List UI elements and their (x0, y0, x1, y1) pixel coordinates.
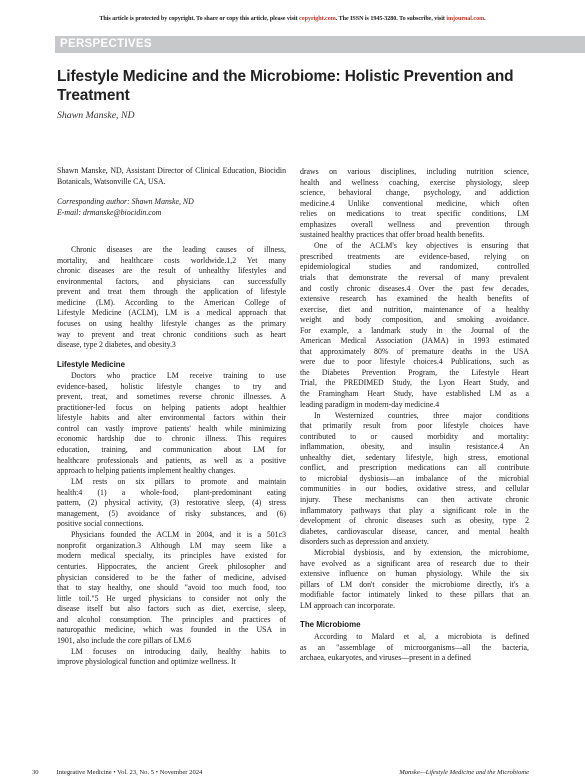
text-line: prevent, treat, and sometimes reverse chronic illnesses. A (57, 392, 286, 402)
text-line: to microbial dysbiosis—an imbalance of the microbial (300, 473, 529, 483)
continued-paragraph (300, 167, 529, 241)
page-number: 30 (32, 769, 39, 776)
text-line: education, training, and communication about LM for (57, 444, 286, 454)
text-line: that to stay healthy, one should "avoid too much food, too (57, 583, 286, 593)
text-line: mortality, and healthcare costs worldwide.1,2 Yet many (57, 255, 286, 265)
text-line: LM focuses on introducing daily, healthy habits to (71, 646, 286, 656)
text-line: extensive research has examined the health benefits of (300, 294, 529, 304)
text-line: naturopathic medicine, which was founded in the USA in (57, 625, 286, 635)
text-line: According to Malard et al, a microbiota is defined (314, 631, 529, 641)
text-line: sustained healthy practices that offer broad health benefits. (300, 230, 485, 240)
text-line: development of chronic diseases such as obesity, type 2 (300, 516, 529, 526)
text-line: prescribed treatments are evidence-based, relying on (300, 251, 529, 261)
text-line: and costly chronic diseases.4 Over the past few decades, (300, 283, 529, 293)
text-line: contributed to or caused morbidity and mortality: (300, 431, 529, 441)
text-line: epidemiological studies and randomized, controlled (300, 262, 529, 272)
dysbiosis-paragraph (300, 548, 529, 611)
copyright-end: . (484, 16, 486, 22)
lm-paragraph-4 (57, 647, 286, 668)
text-line: LM approach can incorporate. (300, 600, 395, 610)
text-line: focuses on using healthy lifestyle changes as the primary (57, 319, 286, 329)
text-line: Physicians founded the ACLM in 2004, and it is a 501c3 (71, 530, 286, 540)
text-line: archaea, eukaryotes, and viruses—present in a defined (300, 653, 471, 663)
lm-paragraph-3 (57, 530, 286, 646)
intro-paragraph (57, 245, 286, 350)
text-line: 1901, also include the core pillars of LM.6 (57, 635, 191, 645)
text-line: LM rests on six pillars to promote and maintain (71, 477, 286, 487)
copyright-text: This article is protected by copyright. To share or copy this article, please visit (99, 16, 299, 22)
copyright-link[interactable]: copyright.com (298, 16, 336, 22)
text-line: positive social connections. (57, 519, 144, 529)
text-line: communities in our bodies, oxidative stress, and cellular (300, 484, 529, 494)
article-title: Lifestyle Medicine and the Microbiome: Holistic Prevention and Treatment (57, 68, 514, 104)
text-line: way to prevent and treat chronic conditions such as heart (57, 329, 286, 339)
copyright-notice (0, 16, 585, 22)
text-line: lifestyle habits and alter environmental factors within their (57, 413, 286, 423)
author-affiliation: Shawn Manske, ND, Assistant Director of Clinical Education, Biocidin Botanicals, Watsonville CA, USA. (57, 166, 286, 186)
text-line: were due to poor lifestyle choices.4 Publications, such as (300, 357, 529, 367)
text-line: centuries. Hippocrates, the ancient Greek philosopher and (57, 562, 286, 571)
text-line: and alcohol consumption. The principles and practices of (57, 614, 286, 624)
author-byline: Shawn Manske, ND (57, 110, 135, 121)
text-line: evidence-based, holistic lifestyle changes to try and (57, 381, 286, 391)
text-line: Chronic diseases are the leading causes of illness, (71, 245, 286, 255)
author-email[interactable]: E-mail: drmanske@biocidin.com (57, 208, 162, 218)
text-line: exercise, diet and nutrition, maintenance of a healthy (300, 304, 529, 314)
text-line: Lifestyle Medicine (ACLM), LM is a medical approach that (57, 308, 286, 318)
text-line: prevent and treat them through the application of lifestyle (57, 287, 286, 297)
text-line: inflammation, obesity, and insulin resistance.4 An (300, 442, 529, 452)
text-line: medicine (LM). According to the American College of (57, 297, 286, 307)
aclm-paragraph (300, 241, 529, 410)
journal-citation: Integrative Medicine • Vol. 23, No. 5 • November 2024 (56, 769, 203, 776)
microbiome-paragraph (300, 632, 529, 664)
text-line: modern medical specialty, its principles have existed for (57, 551, 286, 561)
corresponding-author: Corresponding author: Shawn Manske, ND (57, 197, 194, 207)
text-line: modifiable factor intimately linked to these pillars that an (300, 590, 529, 600)
text-line: inflammatory pathways that play a significant role in the (300, 505, 529, 515)
westernized-paragraph (300, 411, 529, 548)
text-line: disease, type 2 diabetes, and obesity.3 (57, 340, 176, 350)
right-column (300, 167, 529, 664)
heading-lifestyle-medicine: Lifestyle Medicine (57, 359, 125, 369)
text-line: improve physiological function and optimize wellness. It (57, 657, 236, 667)
text-line: health:4 (1) a whole-food, plant-predominant eating (57, 487, 286, 497)
text-line: health and wellness coaching, exercise physiology, sleep (300, 177, 529, 187)
text-line: management, (5) avoidance of risky substances, and (6) (57, 508, 286, 518)
copyright-text-2: . The ISSN is 1945-3280. To subscribe, visit (335, 16, 447, 22)
text-line: as an "assemblage of microorganisms—all the bacteria, (300, 642, 529, 652)
text-line: little toil."5 He urged physicians to consider not only the (57, 593, 286, 603)
text-line: One of the ACLM's key objectives is ensuring that (314, 241, 529, 251)
text-line: In Westernized countries, three major conditions (314, 410, 529, 420)
running-title: Manske—Lifestyle Medicine and the Microbiome (399, 769, 529, 776)
text-line: leading paradigm in modern-day medicine.4 (300, 399, 440, 409)
text-line: the Diabetes Prevention Program, the Lifestyle Heart (300, 367, 529, 377)
text-line: environmental factors, and physicians can successfully (57, 276, 286, 286)
left-column (57, 166, 286, 668)
section-label: PERSPECTIVES (60, 38, 152, 50)
text-line: that approximately 80% of premature deaths in the USA (300, 346, 529, 356)
text-line: practitioner-led focus on helping patients adopt healthier (57, 402, 286, 412)
text-line: chronic diseases are the result of unhealthy lifestyles and (57, 266, 286, 276)
text-line: pattern, (2) physical activity, (3) restorative sleep, (4) stress (57, 498, 286, 508)
text-line: healthcare professionals and patients, as well as a positive (57, 455, 286, 465)
text-line: disorders such as depression and anxiety. (300, 537, 429, 547)
footer-journal (32, 769, 202, 776)
text-line: emphasizes overall wellness and prevention through (300, 219, 529, 229)
text-line: weight and body composition, and smoking avoidance. (300, 315, 529, 325)
lm-paragraph-2 (57, 477, 286, 530)
text-line: American Medical Association (JAMA) in 1993 estimated (300, 336, 529, 346)
text-line: physician considered to be the father of medicine, advised (57, 572, 286, 582)
text-line: draws on various disciplines, including nutrition science, (300, 167, 529, 176)
text-line: have evolved as a significant area of research due to their (300, 558, 529, 568)
subscribe-link[interactable]: imjournal.com (446, 16, 485, 22)
text-line: that primarily result from poor lifestyle choices have (300, 421, 529, 431)
text-line: approach to helping patients implement healthy changes. (57, 466, 236, 476)
text-line: Microbial dysbiosis, and by extension, the microbiome, (314, 548, 529, 558)
text-line: unhealthy diet, sedentary lifestyle, high stress, emotional (300, 452, 529, 462)
heading-microbiome: The Microbiome (300, 620, 361, 630)
text-line: disease itself but also factors such as diet, exercise, sleep, (57, 604, 286, 614)
text-line: the Framingham Heart Study, have established LM as a (300, 388, 529, 398)
section-band (55, 36, 585, 53)
text-line: trials that demonstrate the reversal of many prevalent (300, 272, 529, 282)
text-line: science, behavioral change, psychology, and addiction (300, 188, 529, 198)
text-line: diabetes, cardiovascular disease, cancer, and mental health (300, 526, 529, 536)
text-line: injury. These mechanisms can then activate chronic (300, 494, 529, 504)
text-line: Doctors who practice LM receive training to use (71, 371, 286, 381)
text-line: economic hardship due to chronic illness. This requires (57, 434, 286, 444)
text-line: Trial, the PREDIMED Study, the Lyon Heart Study, and (300, 378, 529, 388)
text-line: relies on medications to treat specific conditions, LM (300, 209, 529, 219)
text-line: pillars of LM don't consider the microbiome directly, it's a (300, 579, 529, 589)
lm-paragraph-1 (57, 371, 286, 476)
text-line: nonprofit organization.3 Although LM may seem like a (57, 540, 286, 550)
text-line: control can vastly improve patients' health while minimizing (57, 423, 286, 433)
text-line: medicine.4 Unlike conventional medicine, which often (300, 198, 529, 208)
text-line: conflict, and prescription medications can all contribute (300, 463, 529, 473)
text-line: For example, a landmark study in the Journal of the (300, 325, 529, 335)
text-line: extensive influence on human physiology. While the six (300, 569, 529, 579)
